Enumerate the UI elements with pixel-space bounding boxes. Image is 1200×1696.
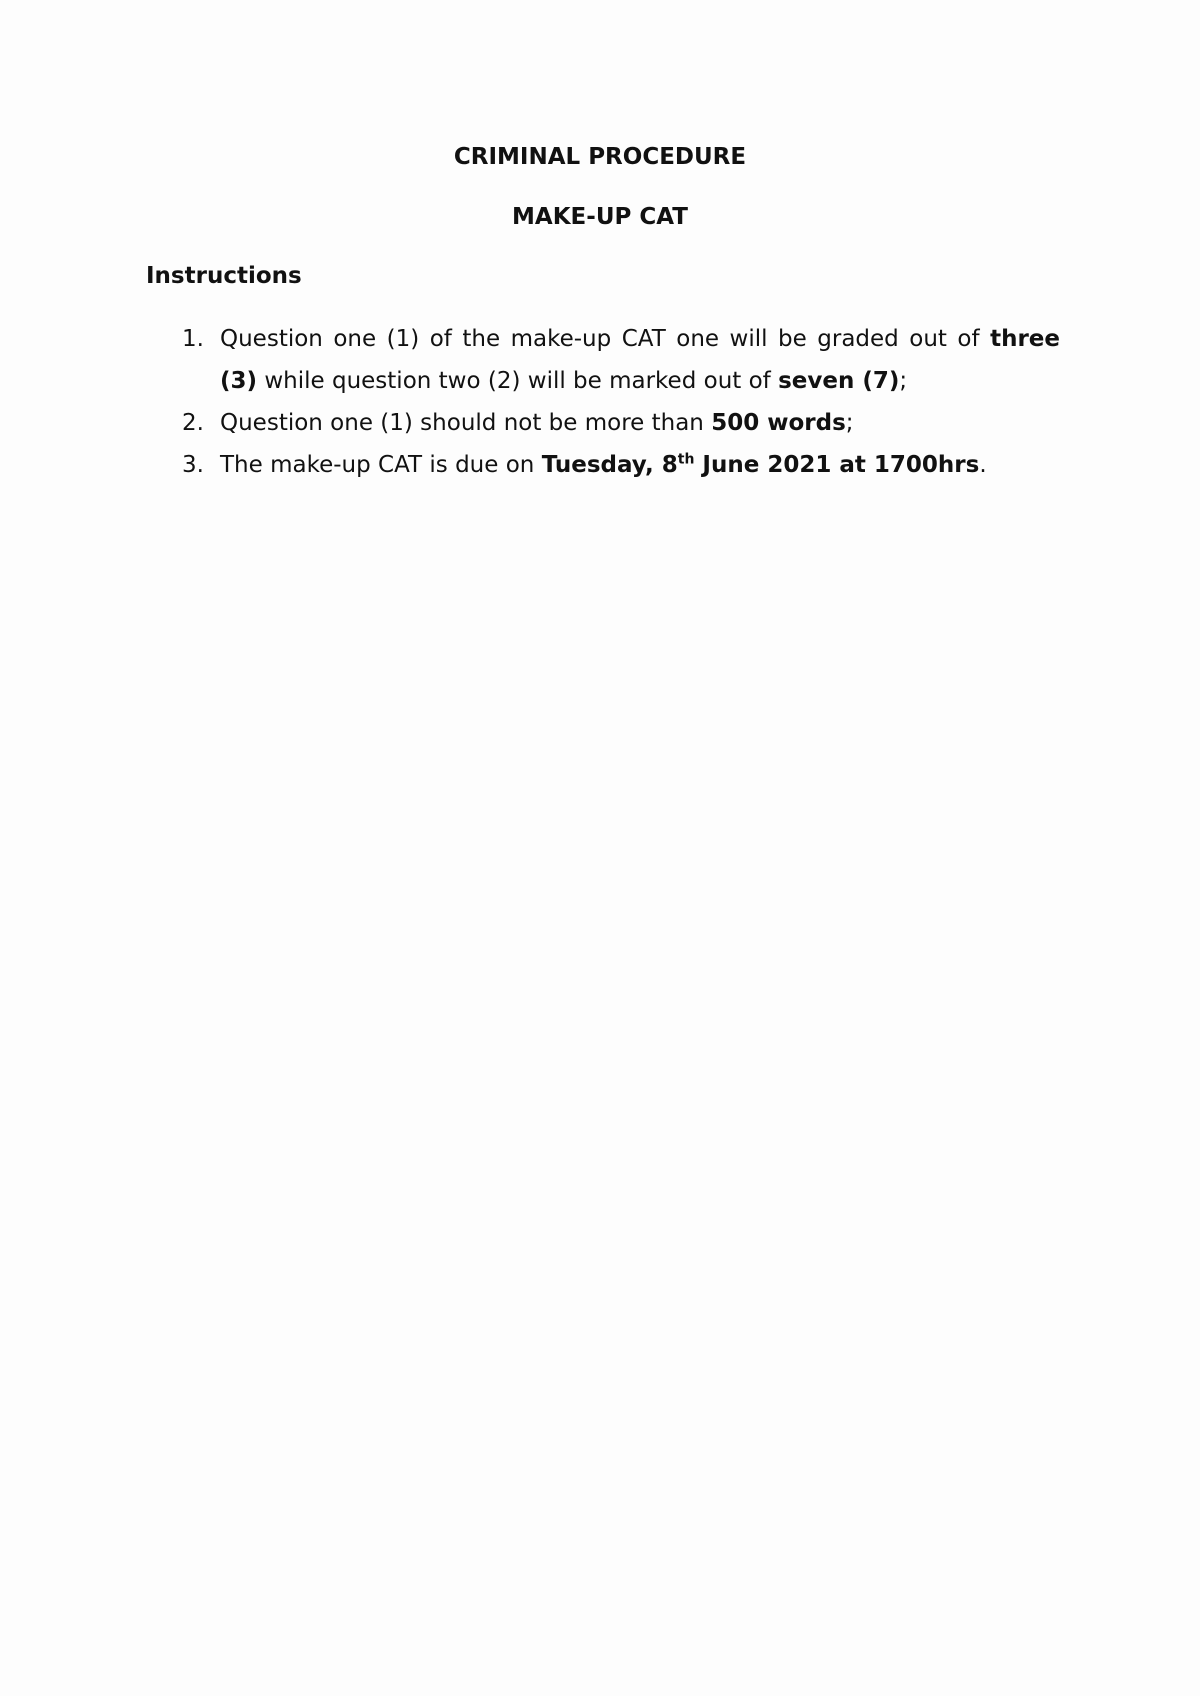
list-item-text: while question two (2) will be marked out of bbox=[257, 368, 779, 394]
list-item-bold-text: Tuesday, 8 bbox=[541, 452, 678, 478]
list-item-bold-text: June 2021 at 1700hrs bbox=[694, 452, 980, 478]
list-item-text: The make-up CAT is due on bbox=[220, 452, 542, 478]
list-item-number: 1. bbox=[182, 326, 204, 352]
list-item bbox=[146, 444, 1060, 486]
list-item bbox=[146, 318, 1060, 402]
ordinal-suffix: th bbox=[677, 451, 695, 468]
list-item bbox=[146, 402, 1060, 444]
list-item-bold-text: 500 words bbox=[711, 410, 846, 436]
list-item-text: ; bbox=[845, 410, 854, 436]
list-item-number: 3. bbox=[182, 452, 204, 478]
list-item-text: ; bbox=[899, 368, 908, 394]
instructions-list bbox=[146, 318, 1060, 486]
list-item-number: 2. bbox=[182, 410, 204, 436]
list-item-text: Question one (1) should not be more than bbox=[220, 410, 712, 436]
list-item-bold-text: seven (7) bbox=[778, 368, 900, 394]
document-subtitle: MAKE-UP CAT bbox=[512, 204, 688, 230]
instructions-heading: Instructions bbox=[146, 263, 302, 289]
list-item-bold-text: three (3) bbox=[220, 326, 1060, 394]
list-item-text: Question one (1) of the make-up CAT one will be graded out of bbox=[220, 326, 991, 352]
list-item-text: . bbox=[979, 452, 987, 478]
document-title: CRIMINAL PROCEDURE bbox=[453, 144, 747, 170]
